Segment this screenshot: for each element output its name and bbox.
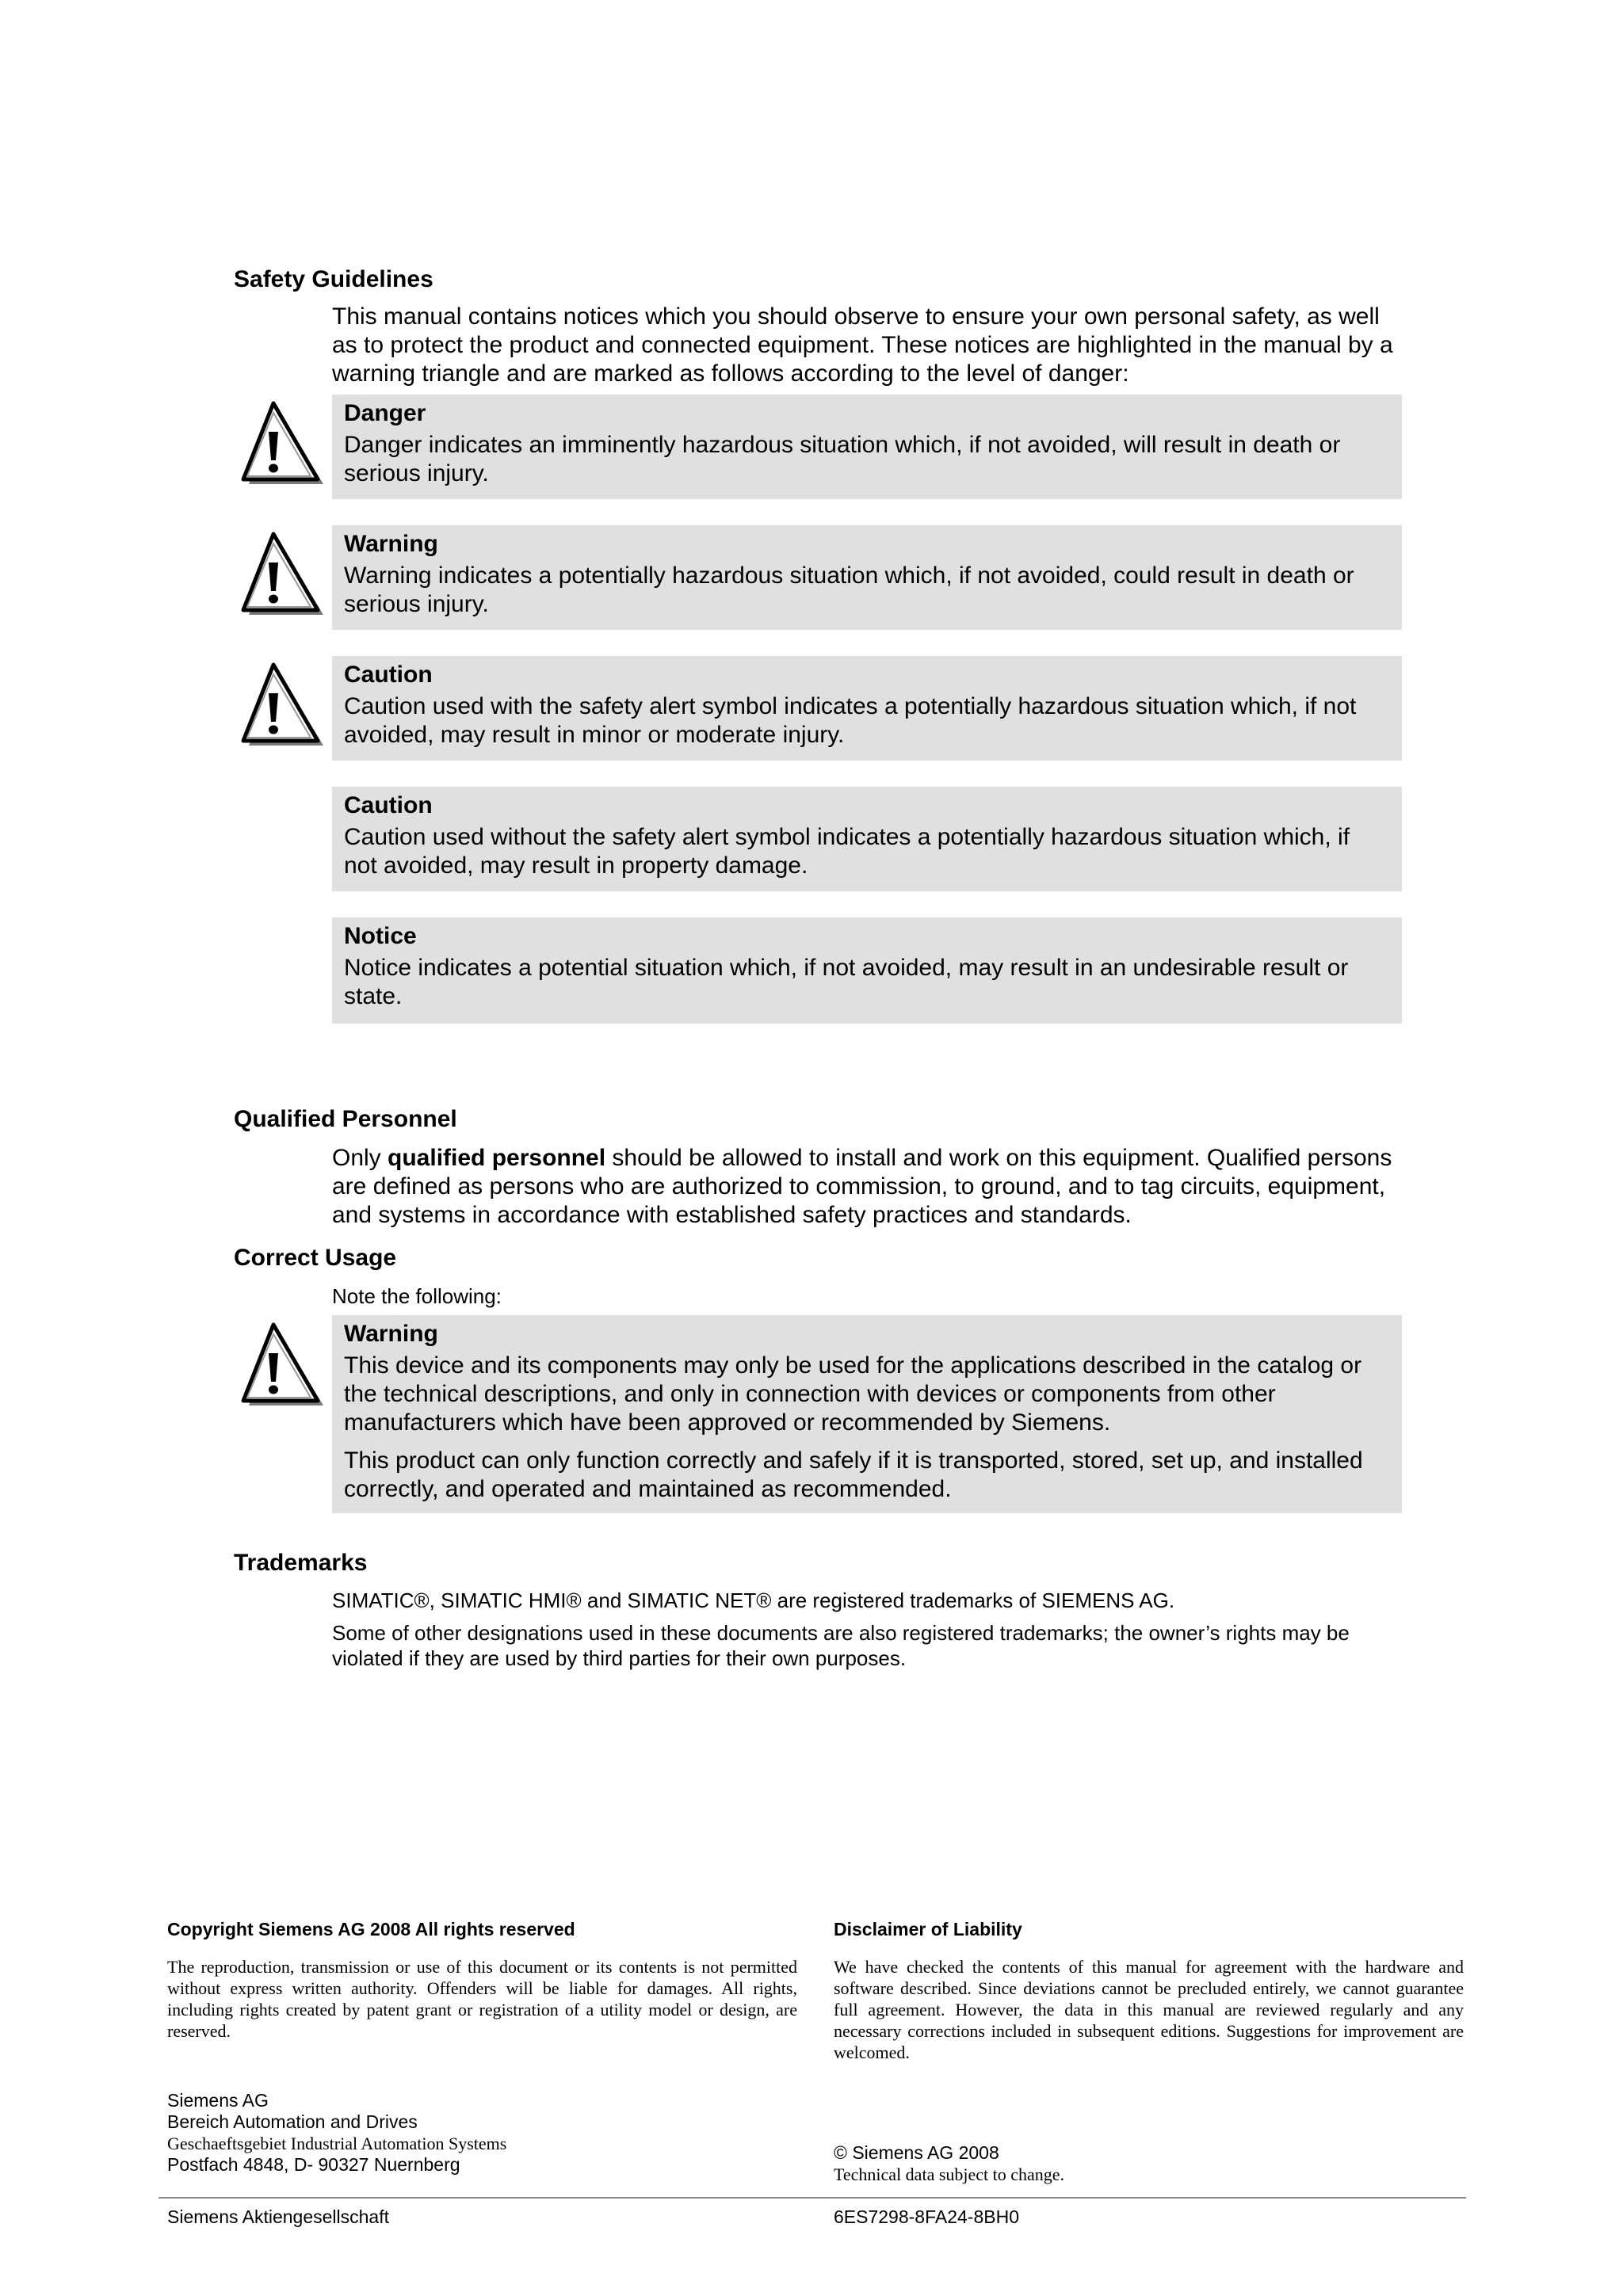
notice-text: Danger indicates an imminently hazardous situation which, if not avoided, will result in death or serious injury. — [344, 432, 1341, 486]
footer-divider — [158, 2197, 1466, 2199]
notice-text: Notice indicates a potential situation which, if not avoided, may result in an undesirable result or state. — [344, 955, 1349, 1009]
qualified-text-rest: should be allowed to install and work on this equipment. Qualified persons are defined as persons who are authorized to commission, to ground, and to tag circuits, equipment, and systems in accordance with established safety practices and standards. — [332, 1145, 1392, 1228]
warning-triangle-icon — [241, 531, 327, 618]
disclaimer-heading: Disclaimer of Liability — [834, 1919, 1022, 1939]
disclaimer-text: We have checked the contents of this manual for agreement with the hardware and software described. Since deviations cannot be precluded entirely, we cannot guarantee full agreement. However, the data in this manual are reviewed regularly and any necessary corrections included in subsequent editions. Suggestions for improvement are welcomed. — [834, 1957, 1464, 2062]
copyright-heading: Copyright Siemens AG 2008 All rights reserved — [167, 1919, 575, 1939]
warning-triangle-icon — [241, 400, 327, 487]
warning-triangle-icon — [241, 662, 327, 749]
notice-box-warning — [332, 525, 1402, 630]
trademarks-line-1: SIMATIC®, SIMATIC HMI® and SIMATIC NET® are registered trademarks of SIEMENS AG. — [332, 1589, 1175, 1612]
usage-heading: Correct Usage — [234, 1245, 397, 1271]
address-line: Bereich Automation and Drives — [167, 2111, 418, 2132]
notice-title: Warning — [344, 1321, 438, 1347]
order-number: 6ES7298-8FA24-8BH0 — [834, 2206, 1019, 2227]
usage-warning-box — [332, 1315, 1402, 1513]
notice-box-notice — [332, 917, 1402, 1024]
safety-intro: This manual contains notices which you should observe to ensure your own personal safety, as well as to protect the product and connected equipment. These notices are highlighted in the manual by a warning triangle and are marked as follows according to the level of danger: — [332, 303, 1393, 387]
notice-title: Warning — [344, 531, 438, 557]
copyright-mark-block — [834, 2142, 1064, 2185]
usage-warning-paragraph-1: This device and its components may only be used for the applications described in the catalog or the technical descriptions, and only in connection with devices or components from other manufacturers which have been approved or recommended by Siemens. — [344, 1352, 1362, 1436]
notice-box-danger — [332, 395, 1402, 499]
notice-title: Notice — [344, 923, 417, 949]
trademarks-line-2: Some of other designations used in these documents are also registered trademarks; the owner’s rights may be violated if they are used by third parties for their own purposes. — [332, 1621, 1350, 1670]
trademarks-heading: Trademarks — [234, 1550, 368, 1576]
usage-note: Note the following: — [332, 1284, 502, 1308]
notice-title: Caution — [344, 792, 433, 818]
address-line: Siemens AG — [167, 2090, 269, 2111]
subject-to-change: Technical data subject to change. — [834, 2164, 1065, 2184]
notice-box-caution-symbol — [332, 656, 1402, 761]
qualified-text-start: Only — [332, 1145, 388, 1171]
warning-triangle-icon — [241, 1322, 327, 1409]
address-line: Geschaeftsgebiet Industrial Automation Systems — [167, 2134, 507, 2153]
notice-text: Caution used with the safety alert symbol indicates a potentially hazardous situation which, if not avoided, may result in minor or moderate injury. — [344, 693, 1357, 748]
notice-title: Danger — [344, 400, 426, 426]
notice-title: Caution — [344, 662, 433, 688]
notice-box-caution — [332, 787, 1402, 891]
safety-heading: Safety Guidelines — [234, 266, 433, 292]
notice-text: Caution used without the safety alert symbol indicates a potentially hazardous situation which, if not avoided, may result in property damage. — [344, 824, 1350, 879]
copyright-text: The reproduction, transmission or use of this document or its contents is not permitted without express written authority. Offenders will be liable for damages. All rights, including rights created by patent grant or registration of a utility model or design, are reserved. — [167, 1957, 797, 2041]
address-line: Postfach 4848, D- 90327 Nuernberg — [167, 2154, 460, 2175]
qualified-heading: Qualified Personnel — [234, 1106, 457, 1132]
copyright-mark: © Siemens AG 2008 — [834, 2142, 999, 2163]
usage-warning-paragraph-2: This product can only function correctly and safely if it is transported, stored, set up, and installed correctly, and operated and maintained as recommended. — [344, 1447, 1363, 1502]
qualified-text — [332, 1144, 1402, 1230]
notice-text: Warning indicates a potentially hazardous situation which, if not avoided, could result in death or serious injury. — [344, 563, 1354, 617]
company-name: Siemens Aktiengesellschaft — [167, 2206, 389, 2227]
address-block — [167, 2090, 506, 2176]
qualified-text-bold: qualified personnel — [388, 1145, 606, 1171]
